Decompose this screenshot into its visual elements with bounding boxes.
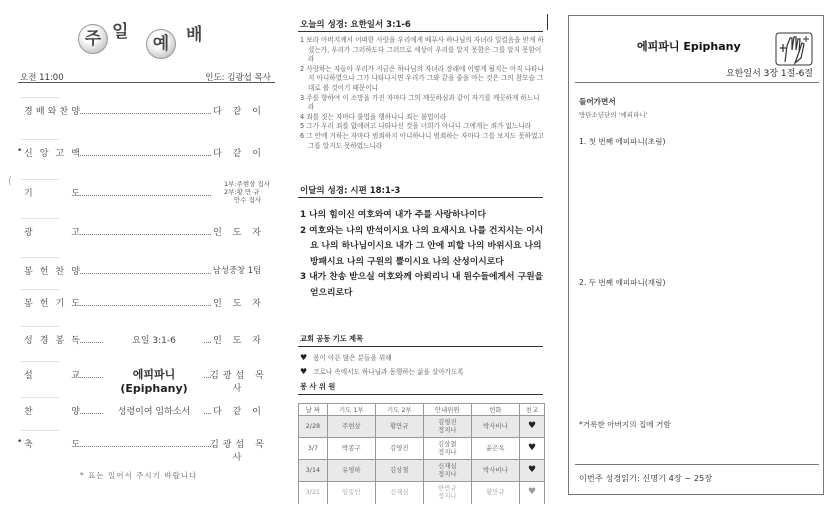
order-detail: 성령이여 임하소서 [104, 404, 204, 417]
usher-name: 정지나 [438, 469, 457, 478]
heart-icon: ♥ [519, 416, 544, 438]
table-cell: 김영진 [375, 438, 423, 460]
table-cell: 황만규 [471, 482, 519, 504]
row-guide [20, 311, 60, 327]
leader-dots [80, 446, 211, 447]
table-cell: 주현상 [327, 416, 375, 438]
usher-name: 정지나 [438, 425, 457, 434]
table-row [299, 482, 545, 504]
label-char: 경 [24, 107, 33, 117]
verse: 5 그가 우리 죄를 없애려고 나타나신 것을 너희가 아나니 그에게는 죄가 없느니라 [300, 122, 532, 131]
label-char: 기 [24, 189, 33, 199]
order-person: 다 같 이 [213, 149, 265, 159]
section-divider [298, 197, 543, 198]
table-cell [423, 482, 471, 504]
label-char: 기 [55, 299, 65, 309]
verse: 2 여호와는 나의 반석이시요 나의 요새시요 나를 건지시는 이시요 나의 하나님이시요 내가 그 안에 피할 나의 바위시요 나의 방패시요 나의 구원의 뿔이시요 나의 산성이시로다 [300, 225, 544, 267]
usher-name: 정지나 [438, 491, 457, 500]
person-line: 안수 집사 [234, 196, 262, 204]
table-cell: 박종구 [327, 438, 375, 460]
order-person: 김광섭 목사 [210, 371, 268, 394]
usher-name: 신재심 [438, 462, 457, 470]
title-char: 일 [112, 22, 129, 42]
label-char: 앙 [39, 149, 49, 159]
label-char: 봉 [24, 299, 33, 309]
heart-icon: ♥ [519, 438, 544, 460]
worship-title [74, 18, 244, 60]
usher-name: 김영진 [438, 418, 457, 426]
service-time: 오전 11:00 [20, 73, 64, 83]
title-char: 주 [78, 24, 108, 54]
column-header: 안내위원 [423, 404, 471, 416]
label-char: 축 [24, 440, 33, 450]
order-row [0, 437, 283, 463]
row-guide [20, 382, 60, 398]
row-guide [20, 164, 60, 180]
verse: 1 보라 아버지께서 어떠한 사랑을 우리에게 베푸사 하나님의 자녀라 일컬음을 받게 하셨는가, 우리가 그러하도다 그러므로 세상이 우리를 알지 못함은 그를 알지 못함이라 [300, 36, 544, 64]
heart-icon: ♥ [300, 367, 308, 376]
column-header: 기도 1부 [327, 404, 375, 416]
label-char: 찬 [24, 407, 33, 417]
heart-icon: ♥ [300, 353, 308, 362]
table-cell: 윤은옥 [471, 438, 519, 460]
table-cell: 2/28 [299, 416, 328, 438]
verse: 3 내가 찬송 받으실 여호와께 아뢰리니 내 원수들에게서 구원을 얻으리로다 [300, 272, 544, 298]
scripture-panel [296, 0, 548, 507]
label-char: 양 [71, 267, 80, 277]
table-cell: 3/21 [299, 482, 328, 504]
label-char: 도 [71, 299, 80, 309]
usher-name: 김상철 [438, 440, 457, 448]
stand-mark: • [17, 146, 23, 156]
label-char: 신 [24, 149, 33, 159]
title-char: 예 [146, 29, 176, 59]
column-header: 헌화 [471, 404, 519, 416]
table-cell [423, 416, 471, 438]
order-label [24, 104, 80, 117]
table-cell: 박사비나 [471, 460, 519, 482]
label-char: 독 [71, 336, 80, 346]
label-char: 경 [39, 336, 49, 346]
sermon-title: 에피파니 Epiphany [637, 40, 741, 53]
order-person: 김광섭 목사 [210, 440, 268, 463]
label-char: 광 [24, 228, 33, 238]
heart-icon: ♥ [519, 482, 544, 504]
label-char: 양 [71, 107, 80, 117]
usher-name: 정지나 [438, 447, 457, 456]
intro-heading: 들어가면서 [579, 97, 616, 106]
order-row [0, 146, 283, 166]
column-header: 기도 2부 [375, 404, 423, 416]
leader-dots [80, 273, 211, 274]
order-row [0, 104, 283, 124]
monthly-verses [300, 208, 546, 302]
margin-mark: ( [8, 176, 12, 187]
service-table [298, 403, 545, 504]
label-char: 설 [24, 371, 33, 381]
heart-icon: ♥ [519, 460, 544, 482]
order-detail: 요일 3:1-6 [104, 333, 204, 346]
leader-dots [80, 305, 211, 306]
order-person: 인 도 자 [213, 228, 265, 238]
closing-point: *거룩한 아버지의 집에 거함 [579, 420, 671, 429]
table-row [299, 460, 545, 482]
order-person: 남성중창 1팀 [212, 265, 262, 275]
label-char: 고 [71, 228, 80, 238]
order-person: 인 도 자 [213, 299, 265, 309]
order-label [24, 437, 80, 450]
table-cell: 유영하 [327, 460, 375, 482]
row-guide [20, 415, 60, 431]
table-cell: 임동인 [327, 482, 375, 504]
sermon-notes-panel [568, 15, 824, 495]
today-verses [300, 36, 544, 151]
service-leader: 인도: 김광섭 목사 [205, 73, 271, 83]
verse: 3 주를 향하여 이 소망을 가진 자마다 그의 깨끗하심과 같이 자기를 깨끗하게 하느니라 [300, 93, 540, 112]
verse: 4 죄를 짓는 자마다 불법을 행하나니 죄는 불법이라 [300, 112, 447, 121]
title-char: 배 [186, 25, 203, 45]
usher-name: 한만규 [438, 484, 457, 493]
service-committee-title: 봉 사 위 원 [300, 382, 336, 391]
today-scripture-title: 오늘의 성경: 요한일서 3:1-6 [300, 20, 411, 30]
table-cell: 신재심 [375, 482, 423, 504]
column-header: 날 짜 [299, 404, 328, 416]
label-char: 헌 [39, 267, 49, 277]
standing-note: * 표는 일어서 주시기 바랍니다 [80, 471, 198, 480]
label-char: 헌 [39, 299, 49, 309]
footer-divider [575, 464, 819, 465]
section-divider [298, 394, 543, 395]
prayer-item: ♥ 코로나 속에서도 하나님과 동행하는 삶을 살아가도록 [300, 367, 464, 376]
column-header: 친교 [519, 404, 544, 416]
leader-dots [80, 195, 211, 196]
label-char: 교 [71, 371, 80, 381]
order-person: 다 같 이 [213, 107, 265, 117]
table-cell [423, 438, 471, 460]
label-char: 봉 [24, 267, 33, 277]
table-cell: 김상철 [375, 460, 423, 482]
title-rule [547, 14, 548, 30]
label-char: 도 [71, 440, 80, 450]
order-label [24, 225, 80, 238]
table-cell: 박사비나 [471, 416, 519, 438]
row-guide [20, 82, 60, 98]
common-prayer-title: 교회 공동 기도 제목 [300, 334, 364, 343]
label-char: 성 [24, 336, 33, 346]
point-two: 2. 두 번째 에피파니(재림) [579, 278, 666, 287]
weekly-reading: 이번주 성경읽기: 신명기 4장 ~ 25장 [579, 473, 713, 483]
table-row [299, 438, 545, 460]
order-person: 다 같 이 [213, 407, 265, 417]
point-one: 1. 첫 번째 에피파니(초림) [579, 137, 666, 146]
sermon-title-item: 에피파니(Epiphany) [104, 366, 204, 395]
row-guide [20, 274, 60, 290]
row-guide [20, 124, 60, 140]
label-char: 백 [71, 149, 80, 159]
stand-mark: • [17, 437, 23, 447]
order-person [224, 180, 282, 204]
leader-dots [80, 155, 211, 156]
label-char: 배 [35, 107, 45, 117]
order-label [24, 146, 80, 159]
table-header-row [299, 404, 545, 416]
table-cell [423, 460, 471, 482]
intro-text: 방탄소년단의 '에피파니' [579, 111, 648, 119]
label-char: 고 [55, 149, 65, 159]
verse: 1 나의 힘이신 여호와여 내가 주를 사랑하나이다 [300, 210, 486, 220]
leader-dots [80, 113, 211, 114]
person-line: 2부:황 만 규 [224, 188, 260, 196]
section-divider [298, 31, 543, 32]
header-divider [575, 82, 819, 83]
order-label [24, 333, 80, 346]
order-person: 인 도 자 [213, 336, 265, 346]
sermon-reference: 요한일서 3장 1절-6절 [725, 69, 813, 79]
row-guide [20, 242, 60, 258]
table-cell: 3/14 [299, 460, 328, 482]
row-guide [20, 203, 60, 219]
order-label [24, 368, 80, 381]
label-char: 찬 [59, 107, 69, 117]
label-char: 도 [71, 189, 80, 199]
label-char: 와 [47, 107, 57, 117]
section-divider [298, 346, 543, 347]
verse: 2 사랑하는 자들아 우리가 지금은 하나님의 자녀라 장래에 어떻게 될지는 아직 나타나지 아니하였으나 그가 나타나시면 우리가 그와 같을 줄을 아는 것은 그의 참모습 그대로 볼 것이기 때문이니 [300, 64, 544, 92]
verse: 6 그 안에 거하는 자마다 범죄하지 아니하나니 범죄하는 자마다 그를 보지도 못하였고 그를 알지도 못하였느니라 [300, 131, 544, 150]
praying-hands-icon [775, 32, 813, 66]
person-line: 1부:주현상 집사 [224, 180, 271, 188]
order-label [24, 296, 80, 309]
row-guide [20, 346, 60, 362]
table-cell: 3/7 [299, 438, 328, 460]
table-cell: 황만규 [375, 416, 423, 438]
label-char: 양 [71, 407, 80, 417]
table-row [299, 416, 545, 438]
leader-dots [80, 234, 211, 235]
prayer-item: ♥ 몸이 아픈 많은 분들을 위해 [300, 353, 392, 362]
worship-order-panel [0, 0, 283, 507]
label-char: 찬 [55, 267, 65, 277]
order-label [24, 186, 80, 199]
label-char: 봉 [55, 336, 65, 346]
monthly-scripture-title: 이달의 성경: 시편 18:1-3 [300, 186, 401, 196]
